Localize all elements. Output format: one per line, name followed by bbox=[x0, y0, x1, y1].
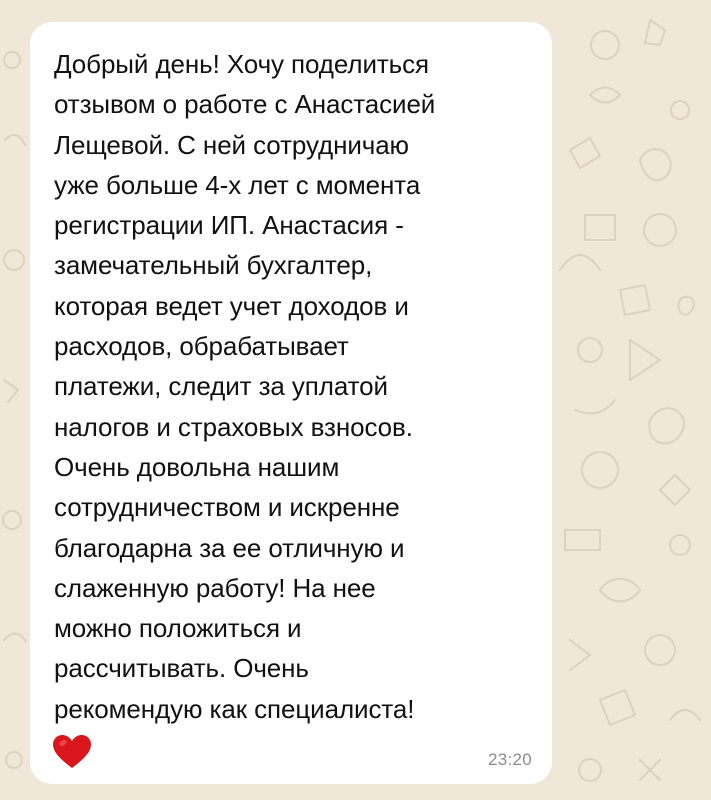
message-line: замечательный бухгалтер, bbox=[54, 250, 373, 281]
message-text bbox=[54, 44, 528, 729]
message-line: можно положиться и bbox=[54, 613, 302, 644]
message-bubble[interactable] bbox=[30, 22, 552, 784]
message-line: платежи, следит за уплатой bbox=[54, 371, 388, 402]
message-line: регистрации ИП. Анастасия - bbox=[54, 210, 404, 241]
message-line: благодарна за ее отличную и bbox=[54, 532, 405, 563]
message-line: которая ведет учет доходов и bbox=[54, 290, 409, 321]
message-line: Очень довольна нашим bbox=[54, 451, 340, 482]
message-line: расходов, обрабатывает bbox=[54, 331, 349, 362]
message-line: Лещевой. С ней сотрудничаю bbox=[54, 129, 409, 160]
message-line: сотрудничеством и искренне bbox=[54, 492, 400, 523]
message-line: рассчитывать. Очень bbox=[54, 653, 309, 684]
message-line: слаженную работу! На нее bbox=[54, 572, 376, 603]
message-line: рекомендую как специалиста! bbox=[54, 693, 415, 724]
message-line: уже больше 4-х лет с момента bbox=[54, 169, 421, 200]
message-line: отзывом о работе с Анастасией bbox=[54, 89, 436, 120]
message-timestamp: 23:20 bbox=[487, 750, 532, 769]
message-line: Добрый день! Хочу поделиться bbox=[54, 49, 430, 79]
message-line: налогов и страховых взносов. bbox=[54, 411, 413, 442]
red-heart-icon bbox=[52, 734, 92, 770]
